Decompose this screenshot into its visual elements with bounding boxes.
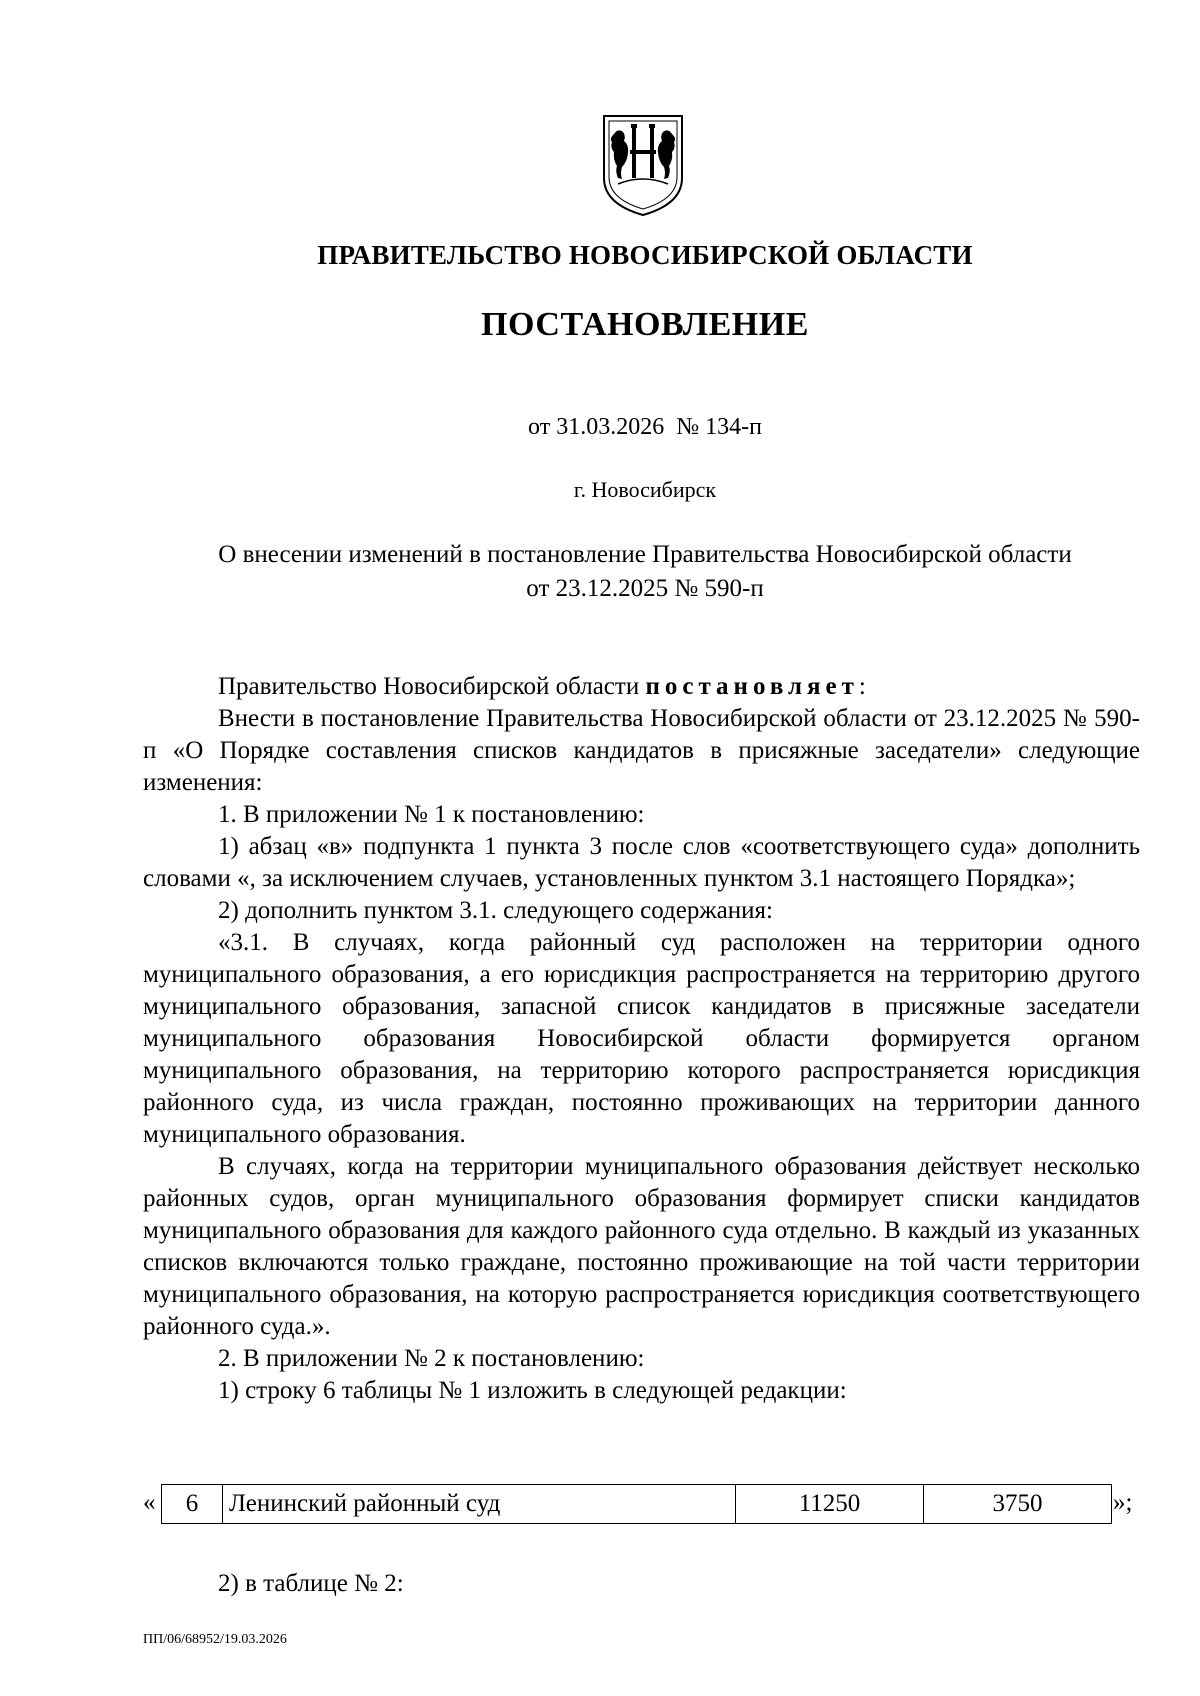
resolves-word: постановляет (645, 673, 859, 700)
preamble-paragraph (143, 671, 1140, 703)
body-paragraph: 1. В приложении № 1 к постановлению: (218, 801, 645, 828)
body-paragraph: 1) абзац «в» подпункта 1 пункта 3 после слов «соответствующего суда» дополнить словами «, за исключением случаев, установленных пунктом 3.1 настоящего Порядка»; (143, 833, 1140, 892)
after-table-paragraph: 2) в таблице № 2: (218, 1570, 404, 1597)
table-cell-value-1: 11250 (736, 1485, 924, 1524)
organization-name: ПРАВИТЕЛЬСТВО НОВОСИБИРСКОЙ ОБЛАСТИ (317, 240, 973, 270)
document-date: от 31.03.2026 (528, 414, 665, 440)
table-row-block (143, 1484, 1140, 1524)
city-name: г. Новосибирск (573, 477, 717, 502)
table-cell-number: 6 (162, 1485, 223, 1524)
body-paragraph: «3.1. В случаях, когда районный суд расположен на территории одного муниципального образования, а его юрисдикция распространяется на территорию другого муниципального образования, запасной список кандидатов в присяжные заседатели муниципального образования Новосибирской области формируется органом муниципального образования, на территорию которого распространяется юрисдикция районного суда, из числа граждан, постоянно проживающих на территории данного муниципального образования. (143, 929, 1140, 1148)
preamble-text: Правительство Новосибирской области (218, 673, 646, 700)
body-paragraph: 2. В приложении № 2 к постановлению: (218, 1345, 645, 1372)
preamble-colon: : (858, 673, 866, 700)
body-paragraph: Внести в постановление Правительства Новосибирской области от 23.12.2025 № 590-п «О Порядке составления списков кандидатов в присяжные заседатели» следующие изменения: (143, 705, 1140, 796)
table-cell-value-2: 3750 (924, 1485, 1112, 1524)
replacement-table (161, 1484, 1112, 1524)
body-paragraph: 1) строку 6 таблицы № 1 изложить в следующей редакции: (218, 1377, 847, 1404)
document-body (143, 671, 1140, 1407)
title-line-1: О внесении изменений в постановление Правительства Новосибирской области (218, 541, 1072, 568)
body-paragraph: В случаях, когда на территории муниципального образования действует несколько районных судов, орган муниципального образования формирует списки кандидатов муниципального образования для каждого районного суда отдельно. В каждый из указанных списков включаются только граждане, постоянно проживающие на той части территории муниципального образования, на которую распространяется юрисдикция соответствующего районного суда.». (143, 1153, 1140, 1340)
date-number-line (0, 414, 1200, 441)
table-cell-court: Ленинский районный суд (223, 1485, 736, 1524)
document-number: № 134-п (676, 414, 762, 440)
coat-of-arms-icon (600, 112, 686, 218)
open-quote: « (143, 1489, 156, 1516)
table-row (162, 1485, 1112, 1524)
document-type: ПОСТАНОВЛЕНИЕ (481, 306, 809, 343)
document-title (150, 538, 1140, 606)
body-paragraph: 2) дополнить пунктом 3.1. следующего содержания: (218, 897, 773, 924)
title-line-2: от 23.12.2025 № 590-п (526, 575, 764, 602)
close-quote: »; (1113, 1489, 1133, 1516)
document-registration-code: ПП/06/68952/19.03.2026 (143, 1632, 287, 1647)
